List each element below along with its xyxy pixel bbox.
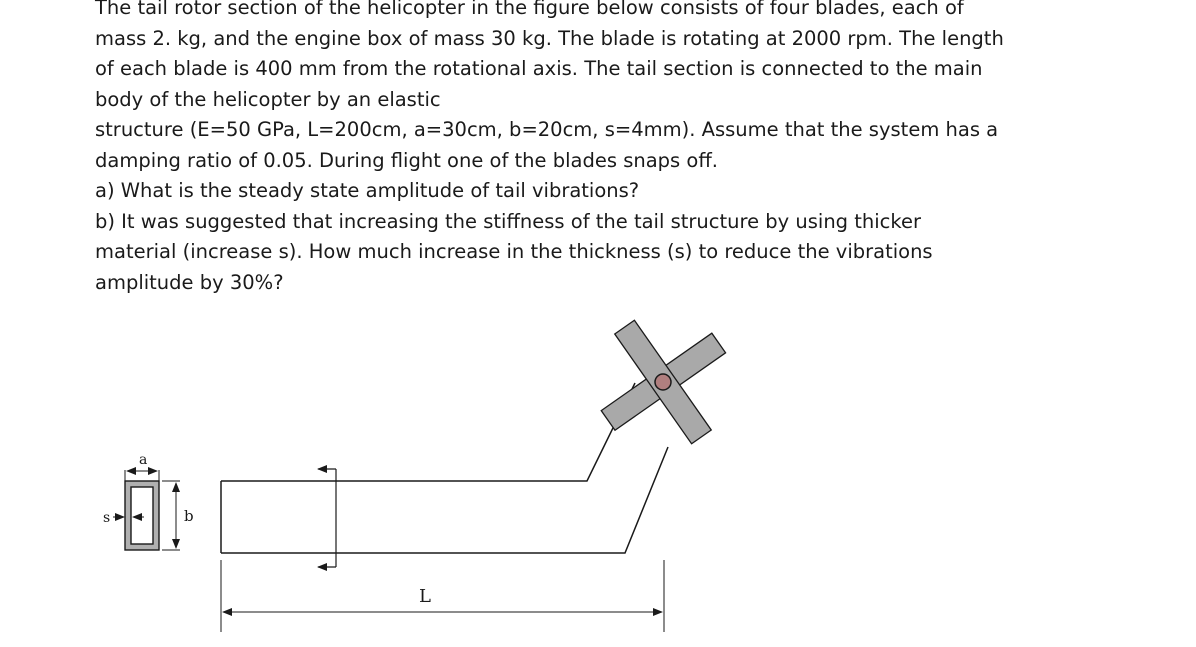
rotor-hub xyxy=(655,374,671,390)
problem-line-1: The tail rotor section of the helicopter in the figure below consists of four blades, each of xyxy=(95,0,964,19)
cross-section xyxy=(125,481,159,550)
problem-line-6: damping ratio of 0.05. During flight one of the blades snaps off. xyxy=(95,148,718,172)
question-b-line-2: material (increase s). How much increase in the thickness (s) to reduce the vibrations xyxy=(95,240,933,263)
label-s: s xyxy=(103,510,111,526)
boom-top-edge xyxy=(221,383,635,481)
problem-line-2: mass 2. kg, and the engine box of mass 30 kg. The blade is rotating at 2000 rpm. The length xyxy=(95,26,1004,50)
boom-bottom-edge xyxy=(221,447,668,553)
section-inner xyxy=(131,487,153,544)
question-b-line-1: b) It was suggested that increasing the stiffness of the tail structure by using thicker xyxy=(95,209,922,233)
problem-line-4: body of the helicopter by an elastic xyxy=(95,87,441,111)
problem-line-3: of each blade is 400 mm from the rotational axis. The tail section is connected to the main xyxy=(95,57,983,80)
dimension-L xyxy=(221,560,664,632)
question-b-line-3: amplitude by 30%? xyxy=(95,270,284,294)
problem-line-5: structure (E=50 GPa, L=200cm, a=30cm, b=20cm, s=4mm). Assume that the system has a xyxy=(95,118,999,141)
label-L: L xyxy=(419,586,431,607)
tail-rotor xyxy=(601,320,725,444)
question-a: a) What is the steady state amplitude of tail vibrations? xyxy=(95,179,640,202)
label-b: b xyxy=(184,507,194,525)
tail-boom xyxy=(221,383,668,553)
dimension-a xyxy=(125,452,159,481)
dimension-b xyxy=(162,481,194,550)
label-a: a xyxy=(139,452,148,468)
